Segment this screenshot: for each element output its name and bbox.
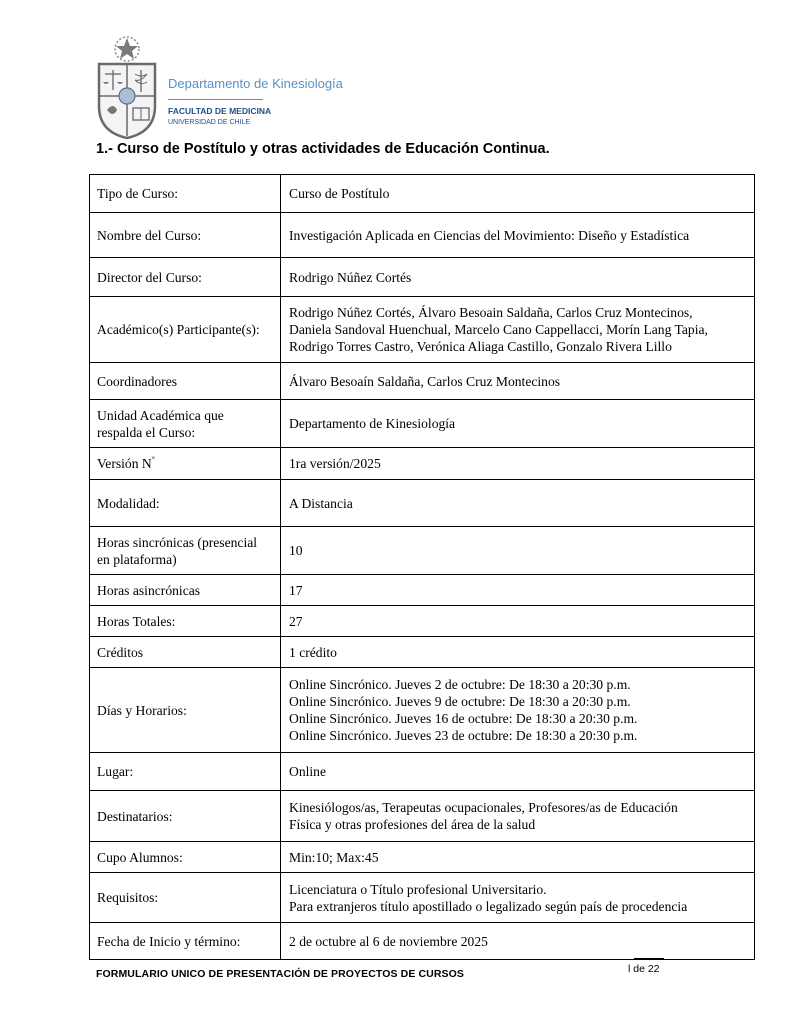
row-value: Investigación Aplicada en Ciencias del Movimiento: Diseño y Estadística (281, 213, 755, 258)
row-value: Curso de Postítulo (281, 175, 755, 213)
course-info-table (89, 174, 755, 960)
logo-divider (168, 99, 263, 100)
row-value: 1ra versión/2025 (281, 448, 755, 480)
row-label: Horas asincrónicas (90, 575, 281, 606)
row-label: Días y Horarios: (90, 668, 281, 753)
table-row (90, 213, 755, 258)
table-row (90, 527, 755, 575)
table-row (90, 480, 755, 527)
coat-of-arms-icon (95, 36, 159, 140)
value-line: Rodrigo Torres Castro, Verónica Aliaga Castillo, Gonzalo Rivera Lillo (289, 339, 672, 354)
row-label: Director del Curso: (90, 258, 281, 297)
row-value: 10 (281, 527, 755, 575)
section-title: 1.- Curso de Postítulo y otras actividades de Educación Continua. (96, 141, 550, 157)
schedule-line: Online Sincrónico. Jueves 23 de octubre: De 18:30 a 20:30 p.m. (289, 728, 638, 743)
label-line: en plataforma) (97, 551, 177, 567)
label-text: Versión N (97, 456, 152, 471)
row-label: Horas Totales: (90, 606, 281, 637)
row-label: Créditos (90, 637, 281, 668)
row-value: Departamento de Kinesiología (281, 400, 755, 448)
table-row (90, 575, 755, 606)
table-row (90, 363, 755, 400)
table-row (90, 668, 755, 753)
table-row (90, 448, 755, 480)
page-number-text: l de 22 (628, 963, 660, 975)
value-line: Rodrigo Núñez Cortés, Álvaro Besoain Saldaña, Carlos Cruz Montecinos, (289, 305, 693, 320)
label-line: Unidad Académica que (97, 407, 224, 423)
faculty-name: FACULTAD DE MEDICINA (168, 106, 272, 116)
row-value (281, 297, 755, 363)
table-row (90, 400, 755, 448)
value-line: Licenciatura o Título profesional Universitario. (289, 881, 547, 897)
row-label: Coordinadores (90, 363, 281, 400)
row-value: 2 de octubre al 6 de noviembre 2025 (281, 923, 755, 960)
table-row (90, 753, 755, 791)
table-row (90, 923, 755, 960)
department-name: Departamento de Kinesiología (168, 76, 343, 91)
row-label (90, 400, 281, 448)
page-number-rule (634, 958, 664, 959)
row-value: 27 (281, 606, 755, 637)
label-line: respalda el Curso: (97, 424, 196, 440)
row-value: Álvaro Besoaín Saldaña, Carlos Cruz Montecinos (281, 363, 755, 400)
row-label: Académico(s) Participante(s): (90, 297, 281, 363)
value-line: Física y otras profesiones del área de la salud (289, 817, 536, 832)
table-row (90, 258, 755, 297)
row-label: Nombre del Curso: (90, 213, 281, 258)
row-value: Online (281, 753, 755, 791)
row-label: Tipo de Curso: (90, 175, 281, 213)
footer-title: FORMULARIO UNICO DE PRESENTACIÓN DE PROYECTOS DE CURSOS (96, 968, 464, 980)
row-value: 17 (281, 575, 755, 606)
row-value (281, 791, 755, 842)
row-value: Min:10; Max:45 (281, 842, 755, 873)
page-number (628, 963, 660, 975)
row-label: Destinatarios: (90, 791, 281, 842)
table-row (90, 175, 755, 213)
schedule-line: Online Sincrónico. Jueves 16 de octubre: De 18:30 a 20:30 p.m. (289, 711, 638, 726)
row-label: Lugar: (90, 753, 281, 791)
row-label: Cupo Alumnos: (90, 842, 281, 873)
row-label: Modalidad: (90, 480, 281, 527)
row-value: A Distancia (281, 480, 755, 527)
row-value (281, 873, 755, 923)
value-line: Para extranjeros título apostillado o legalizado según país de procedencia (289, 898, 688, 914)
row-label: Fecha de Inicio y término: (90, 923, 281, 960)
row-label (90, 527, 281, 575)
table-row (90, 791, 755, 842)
value-line: Kinesiólogos/as, Terapeutas ocupacionales, Profesores/as de Educación (289, 800, 678, 815)
table-row (90, 606, 755, 637)
value-line: Daniela Sandoval Huenchual, Marcelo Cano Cappellacci, Morín Lang Tapia, (289, 322, 708, 337)
table-row (90, 873, 755, 923)
label-line: Horas sincrónicas (presencial (97, 534, 258, 550)
table-row (90, 297, 755, 363)
schedule-line: Online Sincrónico. Jueves 9 de octubre: De 18:30 a 20:30 p.m. (289, 694, 631, 709)
faculty-logo (95, 36, 343, 146)
university-name: UNIVERSIDAD DE CHILE (168, 119, 251, 126)
row-label: Requisitos: (90, 873, 281, 923)
row-label (90, 448, 281, 480)
table-row (90, 842, 755, 873)
table-row (90, 637, 755, 668)
schedule-line: Online Sincrónico. Jueves 2 de octubre: De 18:30 a 20:30 p.m. (289, 677, 631, 692)
row-value: Rodrigo Núñez Cortés (281, 258, 755, 297)
row-value: 1 crédito (281, 637, 755, 668)
degree-sign: ° (151, 455, 155, 464)
row-value (281, 668, 755, 753)
